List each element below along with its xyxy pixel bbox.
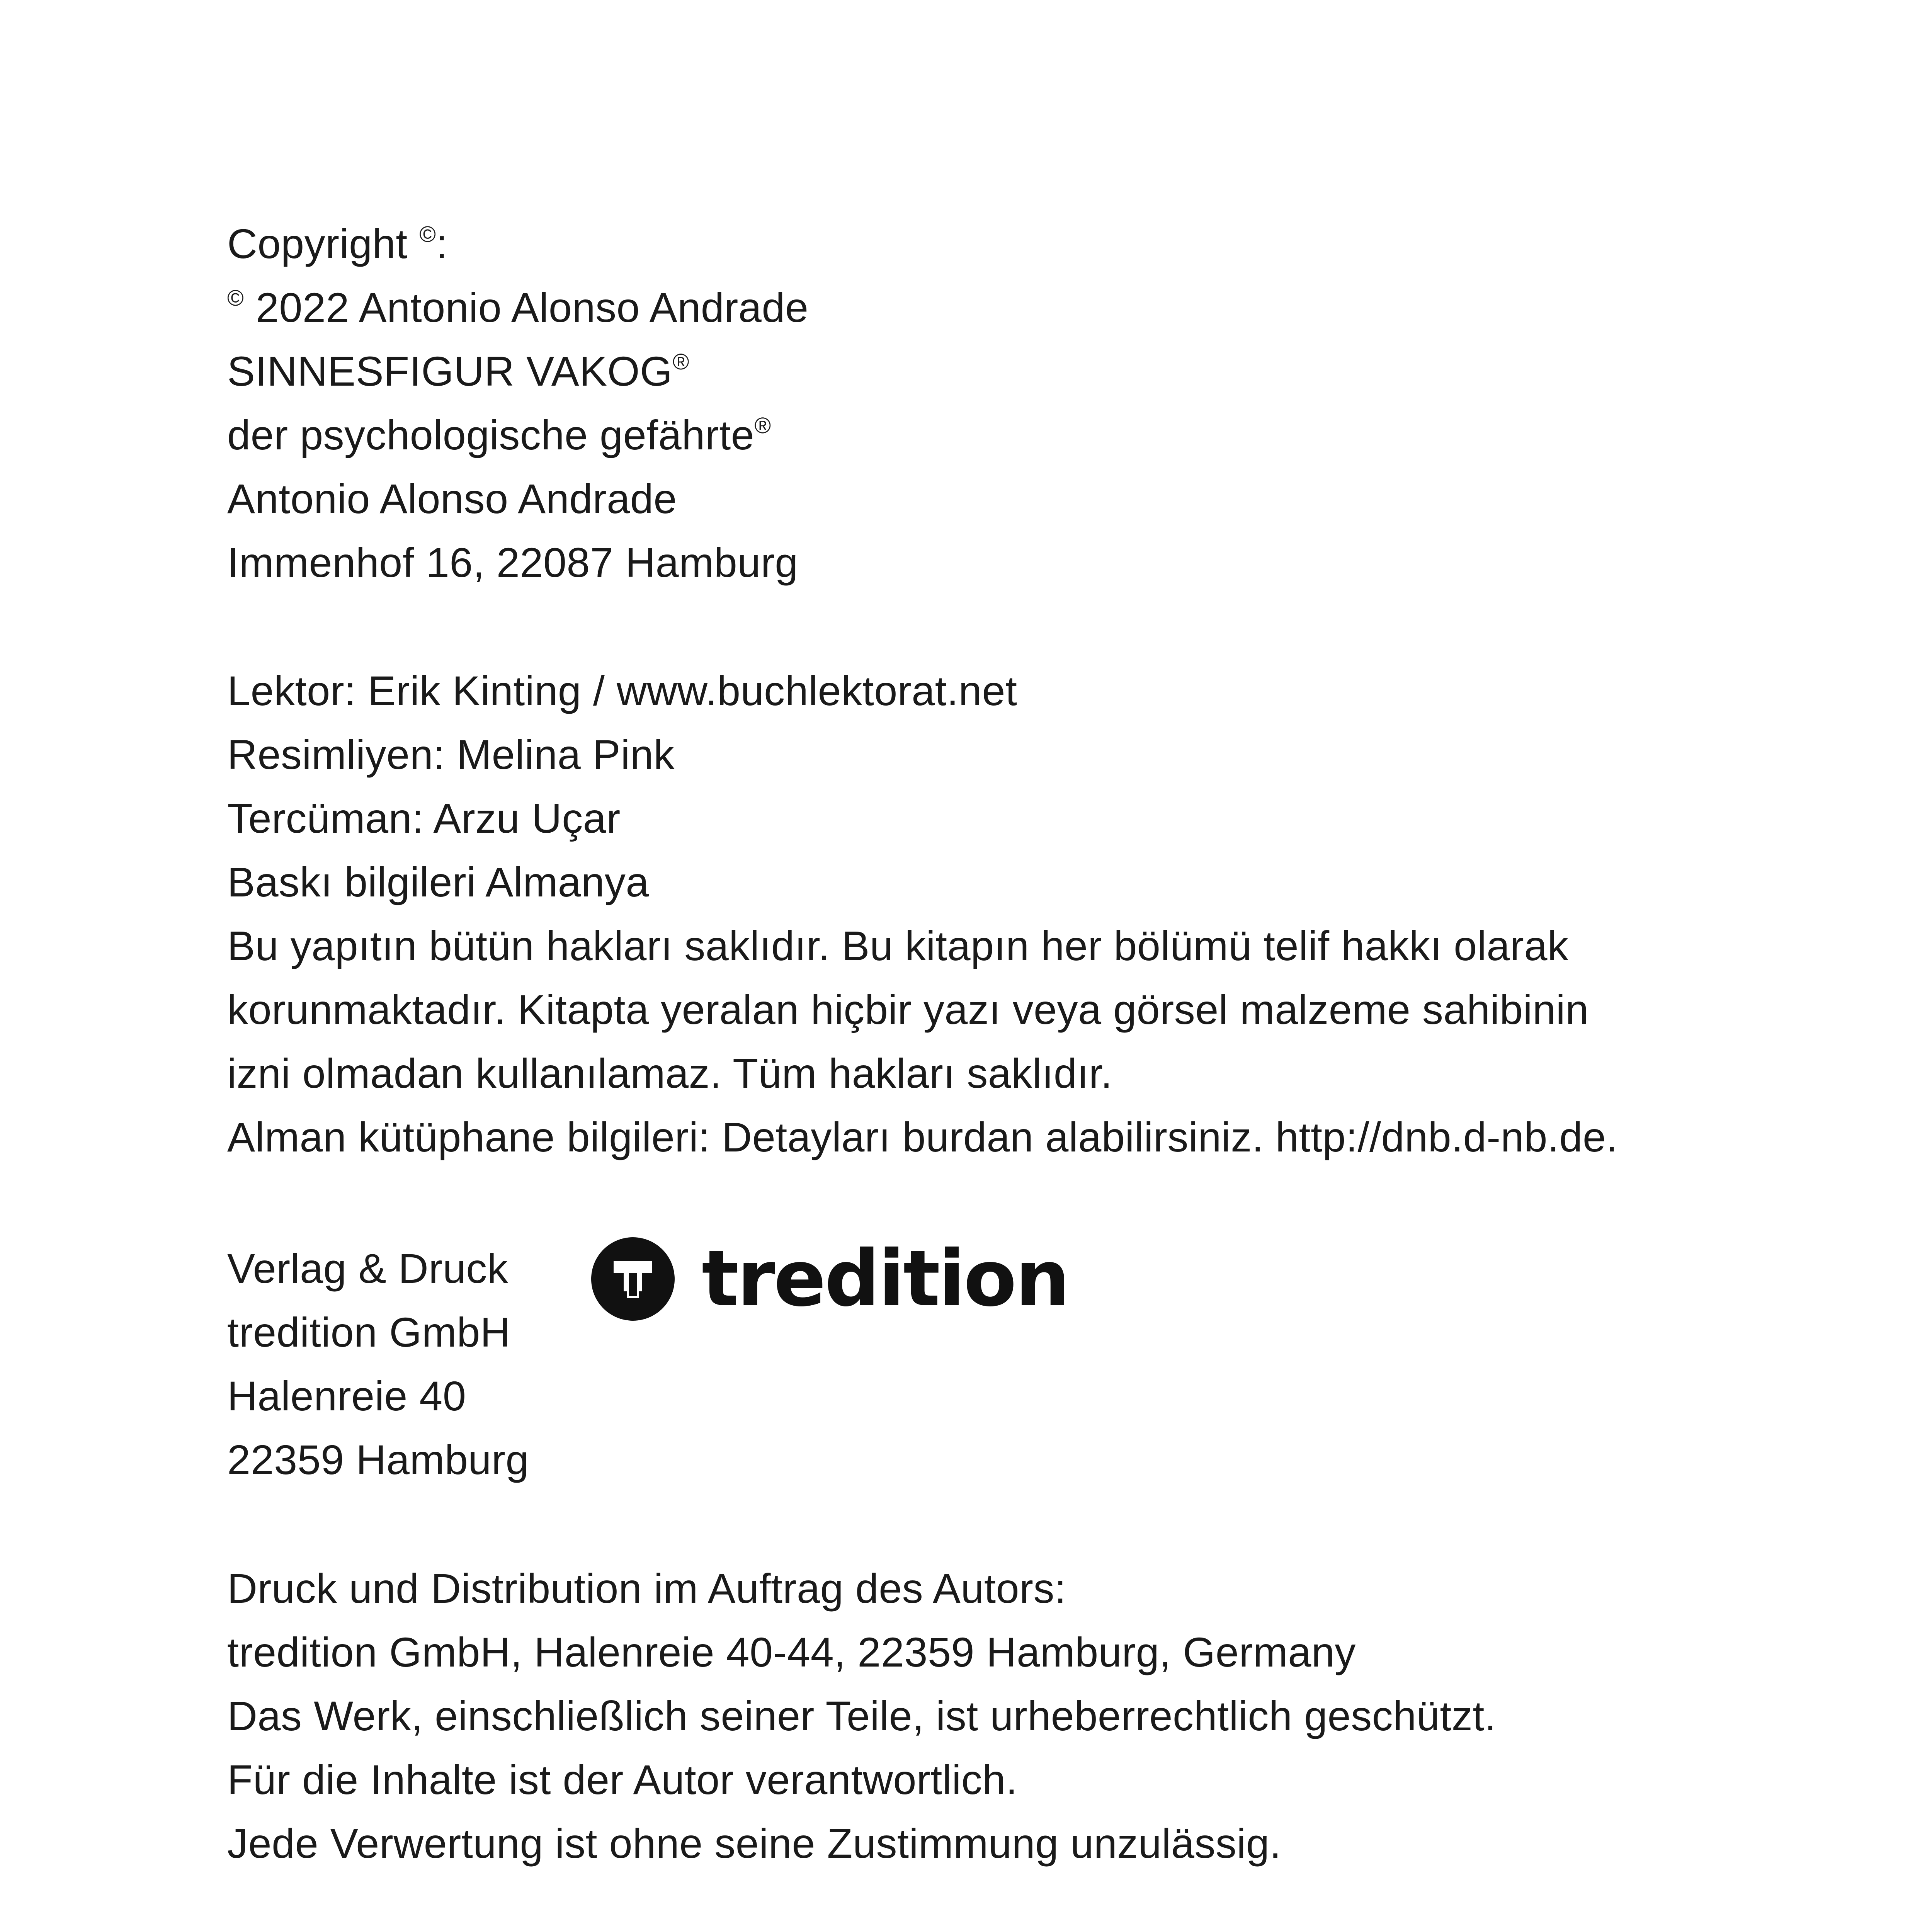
distribution-line: Das Werk, einschließlich seiner Teile, ist urheberrechtlich geschützt. (227, 1692, 1497, 1739)
credits-line: Tercüman: Arzu Uçar (227, 795, 621, 842)
credits-line: Resimliyen: Melina Pink (227, 731, 675, 778)
credits-block (227, 659, 1618, 1169)
tredition-logo-text: tredition (702, 1234, 1069, 1324)
credits-line: izni olmadan kullanılamaz. Tüm hakları saklıdır. (227, 1050, 1112, 1097)
credits-line: Bu yapıtın bütün hakları saklıdır. Bu kitapın her bölümü telif hakkı olarak (227, 922, 1569, 969)
credits-line: Alman kütüphane bilgileri: Detayları burdan alabilirsiniz. http://dnb.d-nb.de. (227, 1114, 1618, 1160)
distribution-line: tredition GmbH, Halenreie 40-44, 22359 Hamburg, Germany (227, 1629, 1356, 1675)
brand-gefaehrte (227, 403, 809, 467)
copyright-owner (227, 276, 809, 339)
distribution-line: Druck und Distribution im Auftrag des Autors: (227, 1565, 1066, 1612)
credits-line: Baskı bilgileri Almanya (227, 859, 649, 905)
publisher-line: Verlag & Druck (227, 1245, 509, 1292)
publisher-block (227, 1236, 529, 1492)
tredition-logo (591, 1235, 1069, 1323)
registered-mark: ® (672, 349, 689, 374)
tredition-logo-icon (591, 1237, 675, 1321)
copyright-symbol: © (419, 222, 436, 247)
publisher-line: tredition GmbH (227, 1309, 511, 1355)
brand-gefaehrte-text: der psychologische gefährte (227, 412, 755, 458)
brand-sinnesfigur-text: SINNESFIGUR VAKOG (227, 348, 673, 395)
copyright-block (227, 212, 809, 594)
publisher-line: Halenreie 40 (227, 1372, 466, 1419)
author-address: Immenhof 16, 22087 Hamburg (227, 539, 798, 586)
copyright-owner-text: 2022 Antonio Alonso Andrade (244, 284, 809, 331)
distribution-line: Jede Verwertung ist ohne seine Zustimmung unzulässig. (227, 1820, 1281, 1867)
brand-sinnesfigur (227, 339, 809, 403)
author-name: Antonio Alonso Andrade (227, 475, 677, 522)
copyright-heading-text: Copyright (227, 220, 420, 267)
copyright-owner-symbol: © (227, 286, 244, 311)
publisher-line: 22359 Hamburg (227, 1436, 529, 1483)
copyright-heading (227, 212, 809, 276)
credits-line: Lektor: Erik Kinting / www.buchlektorat.net (227, 667, 1017, 714)
registered-mark: ® (754, 413, 771, 438)
credits-line: korunmaktadır. Kitapta yeralan hiçbir yazı veya görsel malzeme sahibinin (227, 986, 1589, 1033)
distribution-block (227, 1556, 1496, 1875)
copyright-heading-colon: : (436, 220, 448, 267)
distribution-line: Für die Inhalte ist der Autor verantwortlich. (227, 1756, 1018, 1803)
